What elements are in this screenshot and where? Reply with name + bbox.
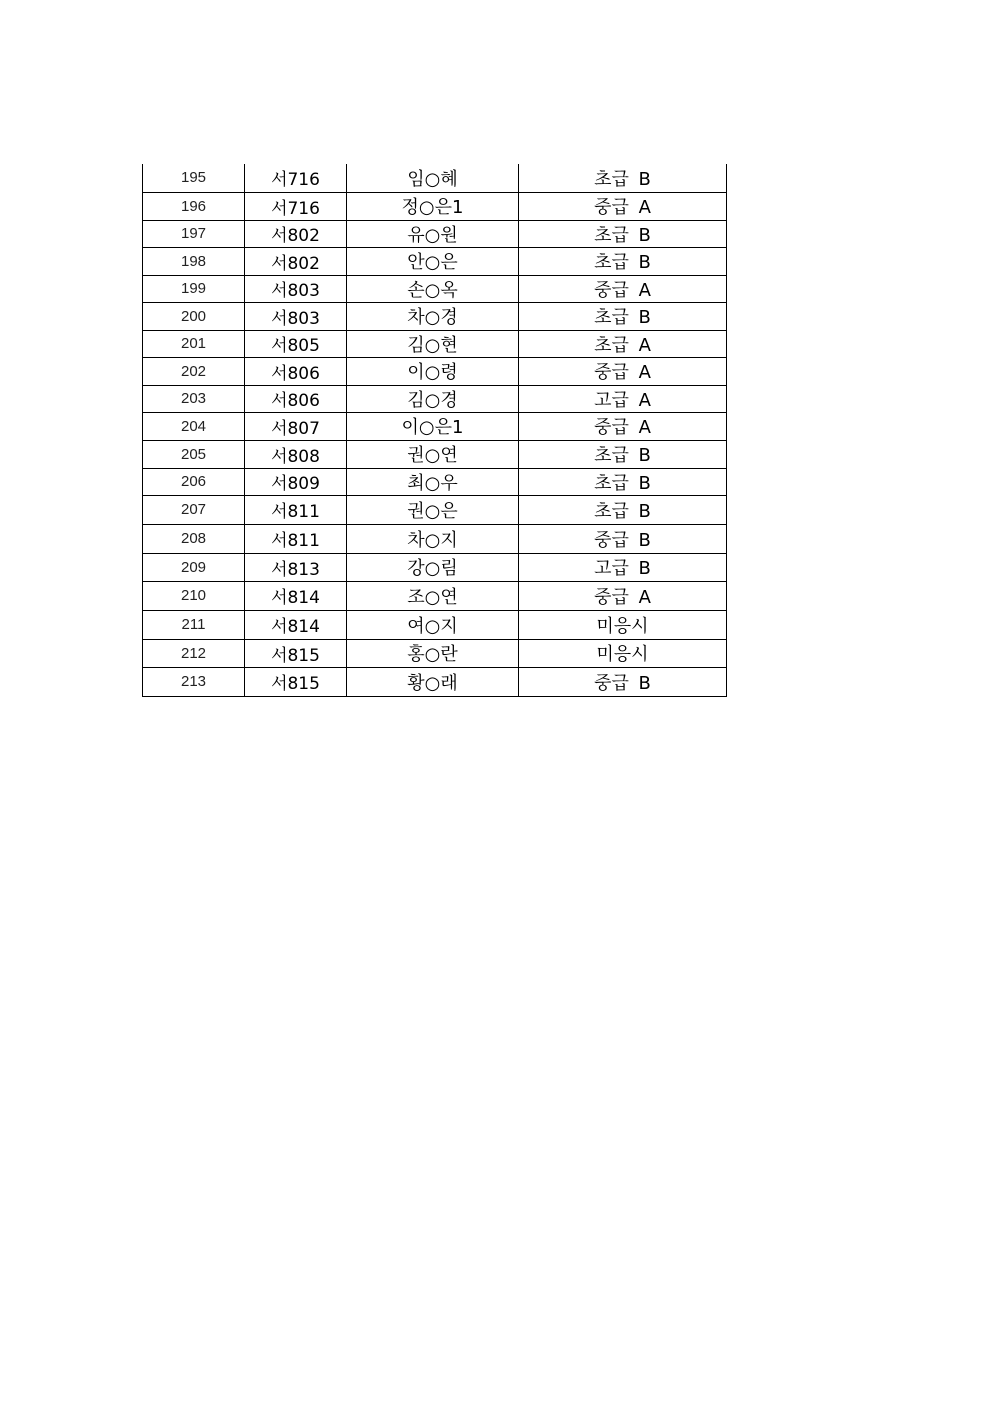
- table-row: [143, 495, 727, 524]
- cell-no: 197: [143, 220, 245, 247]
- cell-name: 안○은: [347, 247, 519, 275]
- cell-no: 201: [143, 330, 245, 357]
- table-row: [143, 247, 727, 275]
- table-row: [143, 553, 727, 581]
- cell-name: 이○은1: [347, 412, 519, 440]
- cell-room: 서807: [245, 412, 347, 440]
- cell-room: 서805: [245, 330, 347, 357]
- table-row: [143, 164, 727, 192]
- cell-name: 김○경: [347, 385, 519, 412]
- cell-room: 서808: [245, 440, 347, 468]
- cell-name: 조○연: [347, 581, 519, 610]
- cell-room: 서802: [245, 220, 347, 247]
- cell-level: 초급 B: [519, 302, 727, 330]
- cell-name: 권○연: [347, 440, 519, 468]
- cell-level: 중급 A: [519, 581, 727, 610]
- cell-room: 서815: [245, 639, 347, 667]
- cell-level: 중급 A: [519, 412, 727, 440]
- cell-no: 198: [143, 247, 245, 275]
- cell-level: 중급 A: [519, 192, 727, 220]
- cell-level: 중급 B: [519, 524, 727, 553]
- table-row: [143, 524, 727, 553]
- cell-name: 강○림: [347, 553, 519, 581]
- cell-name: 황○래: [347, 667, 519, 696]
- cell-level: 초급 B: [519, 495, 727, 524]
- cell-room: 서716: [245, 164, 347, 192]
- cell-level: 중급 A: [519, 357, 727, 385]
- cell-no: 200: [143, 302, 245, 330]
- cell-no: 203: [143, 385, 245, 412]
- cell-room: 서813: [245, 553, 347, 581]
- table-row: [143, 302, 727, 330]
- cell-name: 손○옥: [347, 275, 519, 302]
- cell-no: 202: [143, 357, 245, 385]
- cell-room: 서806: [245, 385, 347, 412]
- cell-level: 초급 B: [519, 468, 727, 495]
- cell-level: 미응시: [519, 639, 727, 667]
- cell-name: 정○은1: [347, 192, 519, 220]
- cell-name: 권○은: [347, 495, 519, 524]
- cell-room: 서803: [245, 302, 347, 330]
- cell-no: 210: [143, 581, 245, 610]
- cell-no: 208: [143, 524, 245, 553]
- cell-no: 204: [143, 412, 245, 440]
- cell-no: 195: [143, 164, 245, 192]
- cell-name: 이○령: [347, 357, 519, 385]
- cell-no: 206: [143, 468, 245, 495]
- table-row: [143, 330, 727, 357]
- table-row: [143, 357, 727, 385]
- cell-name: 유○원: [347, 220, 519, 247]
- cell-level: 초급 B: [519, 220, 727, 247]
- cell-name: 차○지: [347, 524, 519, 553]
- table-row: [143, 412, 727, 440]
- cell-room: 서803: [245, 275, 347, 302]
- cell-no: 196: [143, 192, 245, 220]
- cell-room: 서716: [245, 192, 347, 220]
- cell-level: 고급 B: [519, 553, 727, 581]
- cell-room: 서806: [245, 357, 347, 385]
- cell-level: 초급 B: [519, 164, 727, 192]
- cell-no: 205: [143, 440, 245, 468]
- table-row: [143, 220, 727, 247]
- cell-room: 서809: [245, 468, 347, 495]
- table-row: [143, 468, 727, 495]
- cell-level: 초급 B: [519, 440, 727, 468]
- cell-name: 임○혜: [347, 164, 519, 192]
- cell-name: 차○경: [347, 302, 519, 330]
- cell-room: 서814: [245, 610, 347, 639]
- cell-room: 서811: [245, 495, 347, 524]
- cell-level: 초급 B: [519, 247, 727, 275]
- cell-no: 212: [143, 639, 245, 667]
- cell-no: 211: [143, 610, 245, 639]
- table-row: [143, 440, 727, 468]
- cell-room: 서814: [245, 581, 347, 610]
- results-table-body: [143, 164, 727, 696]
- table-row: [143, 275, 727, 302]
- cell-level: 미응시: [519, 610, 727, 639]
- cell-name: 김○현: [347, 330, 519, 357]
- cell-no: 209: [143, 553, 245, 581]
- table-row: [143, 192, 727, 220]
- cell-room: 서811: [245, 524, 347, 553]
- cell-name: 홍○란: [347, 639, 519, 667]
- cell-level: 고급 A: [519, 385, 727, 412]
- cell-no: 213: [143, 667, 245, 696]
- table-row: [143, 581, 727, 610]
- table-row: [143, 667, 727, 696]
- cell-room: 서815: [245, 667, 347, 696]
- cell-no: 207: [143, 495, 245, 524]
- table-row: [143, 639, 727, 667]
- cell-room: 서802: [245, 247, 347, 275]
- cell-name: 여○지: [347, 610, 519, 639]
- cell-no: 199: [143, 275, 245, 302]
- results-table: [142, 164, 727, 697]
- cell-level: 중급 A: [519, 275, 727, 302]
- table-row: [143, 610, 727, 639]
- cell-level: 중급 B: [519, 667, 727, 696]
- cell-name: 최○우: [347, 468, 519, 495]
- table-row: [143, 385, 727, 412]
- cell-level: 초급 A: [519, 330, 727, 357]
